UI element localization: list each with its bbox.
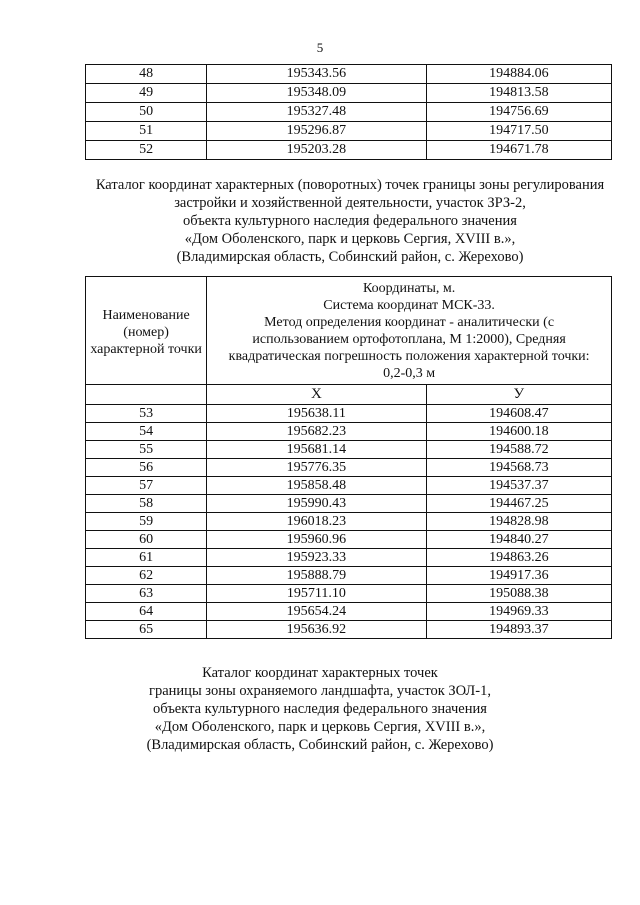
x-coordinate-cell: 195711.10: [207, 585, 426, 603]
table-row: [86, 621, 612, 639]
empty-header-cell: [86, 385, 207, 405]
caption-line: застройки и хозяйственной деятельности, участок ЗРЗ-2,: [174, 195, 526, 211]
caption-line: Каталог координат характерных (поворотных) точек границы зоны регулирования: [95, 177, 605, 193]
point-number-cell: 60: [86, 531, 207, 549]
coordinates-header: [207, 277, 612, 385]
header-line: Координаты, м.: [362, 281, 456, 296]
y-coordinate-cell: 194588.72: [426, 441, 611, 459]
table-row: [86, 405, 612, 423]
point-number-cell: 56: [86, 459, 207, 477]
coordinates-table-zrz: [85, 276, 612, 639]
y-coordinate-cell: 194537.37: [426, 477, 611, 495]
x-coordinate-cell: 195654.24: [207, 603, 426, 621]
table-row: [86, 141, 612, 160]
caption-line: «Дом Оболенского, парк и церковь Сергия, XVIII в.»,: [184, 231, 516, 247]
table-row: [86, 531, 612, 549]
x-coordinate-cell: 195960.96: [207, 531, 426, 549]
x-coordinate-cell: 196018.23: [207, 513, 426, 531]
x-coordinate-cell: 195923.33: [207, 549, 426, 567]
x-coordinate-cell: 195888.79: [207, 567, 426, 585]
point-number-cell: 58: [86, 495, 207, 513]
x-coordinate-cell: 195203.28: [207, 141, 426, 160]
header-line: Наименование: [102, 308, 190, 323]
header-line: характерной точки: [90, 342, 202, 357]
y-coordinate-cell: 194828.98: [426, 513, 611, 531]
table-row: [86, 84, 612, 103]
y-coordinate-cell: 195088.38: [426, 585, 611, 603]
point-number-cell: 63: [86, 585, 207, 603]
header-line: Метод определения координат - аналитически (с: [264, 315, 555, 330]
header-line: (номер): [123, 325, 169, 340]
table-row: [86, 441, 612, 459]
y-coordinate-cell: 194840.27: [426, 531, 611, 549]
y-coordinate-cell: 194671.78: [426, 141, 611, 160]
point-number-cell: 54: [86, 423, 207, 441]
point-number-cell: 65: [86, 621, 207, 639]
y-coordinate-cell: 194917.36: [426, 567, 611, 585]
point-number-cell: 55: [86, 441, 207, 459]
point-number-cell: 50: [86, 103, 207, 122]
y-coordinate-cell: 194863.26: [426, 549, 611, 567]
point-number-cell: 48: [86, 65, 207, 84]
x-coordinate-cell: 195776.35: [207, 459, 426, 477]
caption-line: границы зоны охраняемого ландшафта, участок ЗОЛ-1,: [149, 683, 491, 699]
y-coordinate-cell: 194568.73: [426, 459, 611, 477]
header-line: квадратическая погрешность положения характерной точки:: [228, 349, 590, 364]
y-coordinate-cell: 194608.47: [426, 405, 611, 423]
y-coordinate-cell: 194467.25: [426, 495, 611, 513]
x-axis-header: X: [207, 385, 426, 405]
point-number-cell: 59: [86, 513, 207, 531]
point-number-cell: 52: [86, 141, 207, 160]
x-coordinate-cell: 195990.43: [207, 495, 426, 513]
point-number-cell: 49: [86, 84, 207, 103]
x-coordinate-cell: 195636.92: [207, 621, 426, 639]
table-row: [86, 567, 612, 585]
header-line: Система координат МСК-33.: [323, 298, 495, 313]
table-row: [86, 122, 612, 141]
x-coordinate-cell: 195296.87: [207, 122, 426, 141]
table-row: [86, 585, 612, 603]
table-row: [86, 459, 612, 477]
caption-line: объекта культурного наследия федерального значения: [153, 701, 487, 717]
y-coordinate-cell: 194600.18: [426, 423, 611, 441]
point-number-cell: 62: [86, 567, 207, 585]
point-number-cell: 64: [86, 603, 207, 621]
x-coordinate-cell: 195327.48: [207, 103, 426, 122]
catalog-caption-zol: [30, 664, 610, 754]
caption-line: (Владимирская область, Собинский район, с. Жерехово): [176, 249, 524, 265]
table-row: [86, 603, 612, 621]
coordinates-table-continued: [85, 64, 612, 160]
caption-line: (Владимирская область, Собинский район, с. Жерехово): [146, 737, 494, 753]
y-coordinate-cell: 194717.50: [426, 122, 611, 141]
table-row: [86, 477, 612, 495]
x-coordinate-cell: 195681.14: [207, 441, 426, 459]
y-coordinate-cell: 194813.58: [426, 84, 611, 103]
table-row: [86, 423, 612, 441]
caption-line: объекта культурного наследия федерального значения: [183, 213, 517, 229]
y-axis-header: У: [426, 385, 611, 405]
table-row: [86, 103, 612, 122]
x-coordinate-cell: 195343.56: [207, 65, 426, 84]
point-number-cell: 61: [86, 549, 207, 567]
table-row: [86, 495, 612, 513]
y-coordinate-cell: 194969.33: [426, 603, 611, 621]
caption-line: «Дом Оболенского, парк и церковь Сергия, XVIII в.»,: [154, 719, 486, 735]
axis-header-row: [86, 385, 612, 405]
header-line: 0,2-0,3 м: [383, 366, 436, 381]
x-coordinate-cell: 195638.11: [207, 405, 426, 423]
table-header-row: [86, 277, 612, 385]
header-line: использованием ортофотоплана, М 1:2000), Средняя: [252, 332, 566, 347]
table-row: [86, 513, 612, 531]
y-coordinate-cell: 194893.37: [426, 621, 611, 639]
table-row: [86, 65, 612, 84]
x-coordinate-cell: 195348.09: [207, 84, 426, 103]
y-coordinate-cell: 194884.06: [426, 65, 611, 84]
table-row: [86, 549, 612, 567]
caption-line: Каталог координат характерных точек: [202, 665, 438, 681]
page-number: 5: [316, 40, 324, 55]
point-number-cell: 53: [86, 405, 207, 423]
point-number-cell: 51: [86, 122, 207, 141]
point-number-cell: 57: [86, 477, 207, 495]
x-coordinate-cell: 195682.23: [207, 423, 426, 441]
point-name-header: [86, 277, 207, 385]
x-coordinate-cell: 195858.48: [207, 477, 426, 495]
y-coordinate-cell: 194756.69: [426, 103, 611, 122]
catalog-caption-zrz: [60, 176, 640, 266]
